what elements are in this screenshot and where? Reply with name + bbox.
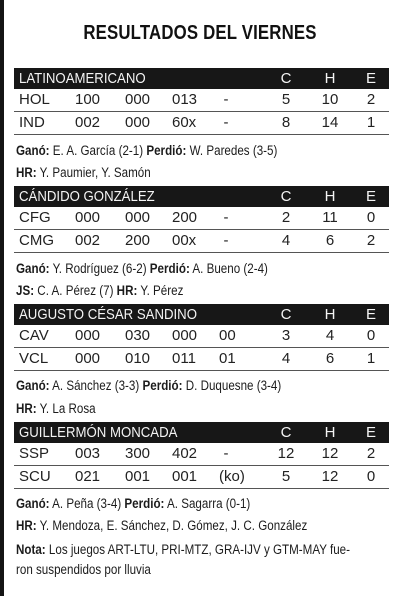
- innings-1-3: 000: [75, 350, 101, 367]
- game-section-candido-gonzalez: [14, 186, 389, 253]
- runs-value: 8: [281, 114, 291, 131]
- innings-7-9: 00x: [172, 232, 197, 249]
- header-errors: E: [365, 70, 376, 87]
- note-key: Perdió:: [146, 143, 187, 158]
- note-key: Perdió:: [149, 261, 190, 276]
- innings-7-9: 60x: [172, 114, 197, 131]
- note-key: HR:: [16, 401, 37, 416]
- runs-value: 3: [281, 327, 291, 344]
- suspended-games-note: [16, 540, 386, 580]
- note-key: JS:: [16, 283, 35, 298]
- score-row: [14, 466, 389, 489]
- runs-value: 4: [281, 350, 291, 367]
- innings-7-9: 013: [172, 91, 198, 108]
- section-header: [14, 304, 389, 325]
- hits-value: 14: [321, 114, 339, 131]
- note-value: Y. La Rosa: [39, 401, 96, 416]
- innings-7-9: 200: [172, 209, 198, 226]
- note-value: A. Sánchez (3-3): [52, 378, 140, 393]
- note-value: W. Paredes (3-5): [189, 143, 278, 158]
- innings-1-3: 100: [75, 91, 101, 108]
- header-hits: H: [324, 424, 336, 441]
- score-row: [14, 89, 389, 112]
- innings-4-6: 000: [125, 209, 151, 226]
- note-key: Ganó:: [16, 378, 50, 393]
- header-hits: H: [324, 188, 336, 205]
- venue-name: CÁNDIDO GONZÁLEZ: [19, 188, 155, 205]
- extra-innings: -: [223, 91, 229, 108]
- team-code: CMG: [19, 232, 54, 249]
- extra-innings: -: [223, 114, 229, 131]
- innings-4-6: 200: [125, 232, 151, 249]
- note-key: Ganó:: [16, 496, 50, 511]
- note-key: HR:: [16, 518, 37, 533]
- homeruns-note: [16, 401, 96, 416]
- header-hits: H: [324, 306, 336, 323]
- header-errors: E: [365, 424, 376, 441]
- errors-value: 2: [366, 445, 376, 462]
- homeruns-note: [16, 165, 151, 180]
- header-errors: E: [365, 188, 376, 205]
- team-code: SSP: [19, 445, 50, 462]
- errors-value: 2: [366, 232, 376, 249]
- note-key: HR:: [116, 283, 138, 298]
- header-errors: E: [365, 306, 376, 323]
- section-header: [14, 68, 389, 89]
- note-value: E. A. García (2-1): [52, 143, 144, 158]
- note-label: Nota:: [16, 542, 46, 557]
- note-key: Ganó:: [16, 143, 50, 158]
- innings-4-6: 001: [125, 468, 151, 485]
- hits-value: 6: [325, 232, 335, 249]
- game-section-augusto-cesar-sandino: [14, 304, 389, 371]
- note-key: Ganó:: [16, 261, 50, 276]
- pitchers-note: [16, 143, 277, 158]
- score-row: [14, 230, 389, 253]
- extra-innings: (ko): [219, 468, 245, 485]
- hits-value: 12: [321, 468, 339, 485]
- errors-value: 0: [366, 327, 376, 344]
- note-value: C. A. Pérez (7): [37, 283, 114, 298]
- innings-7-9: 001: [172, 468, 198, 485]
- extra-innings: -: [223, 232, 229, 249]
- score-row: [14, 112, 389, 135]
- saves-homeruns-note: [16, 283, 183, 298]
- header-runs: C: [280, 70, 292, 87]
- note-value: Y. Pérez: [140, 283, 184, 298]
- errors-value: 0: [366, 209, 376, 226]
- innings-1-3: 003: [75, 445, 101, 462]
- venue-name: AUGUSTO CÉSAR SANDINO: [19, 306, 197, 323]
- note-value: A. Peña (3-4): [52, 496, 122, 511]
- runs-value: 5: [281, 468, 291, 485]
- innings-7-9: 011: [172, 350, 196, 367]
- page-title: RESULTADOS DEL VIERNES: [83, 22, 317, 44]
- team-code: HOL: [19, 91, 50, 108]
- section-header: [14, 422, 389, 443]
- hits-value: 6: [325, 350, 335, 367]
- runs-value: 5: [281, 91, 291, 108]
- innings-1-3: 002: [75, 232, 101, 249]
- extra-innings: 01: [219, 350, 236, 367]
- note-key: HR:: [16, 165, 37, 180]
- hits-value: 4: [325, 327, 335, 344]
- note-key: Perdió:: [124, 496, 165, 511]
- homeruns-note: [16, 518, 307, 533]
- game-section-latinoamericano: [14, 68, 389, 135]
- header-hits: H: [324, 70, 336, 87]
- header-runs: C: [280, 424, 292, 441]
- note-value: D. Duquesne (3-4): [185, 378, 282, 393]
- header-runs: C: [280, 188, 292, 205]
- header-runs: C: [280, 306, 292, 323]
- score-row: [14, 348, 389, 371]
- hits-value: 10: [321, 91, 339, 108]
- section-header: [14, 186, 389, 207]
- innings-1-3: 000: [75, 209, 101, 226]
- innings-7-9: 402: [172, 445, 198, 462]
- team-code: CAV: [19, 327, 49, 344]
- innings-4-6: 030: [125, 327, 151, 344]
- note-value: A. Bueno (2-4): [192, 261, 268, 276]
- errors-value: 1: [366, 114, 376, 131]
- team-code: IND: [19, 114, 45, 131]
- note-value: Y. Paumier, Y. Samón: [39, 165, 151, 180]
- extra-innings: -: [223, 209, 229, 226]
- note-key: Perdió:: [142, 378, 183, 393]
- score-row: [14, 207, 389, 230]
- innings-4-6: 010: [125, 350, 151, 367]
- pitchers-note: [16, 261, 268, 276]
- score-row: [14, 325, 389, 348]
- extra-innings: 00: [219, 327, 236, 344]
- innings-1-3: 002: [75, 114, 101, 131]
- left-border-rule: [0, 0, 4, 596]
- note-value: Y. Mendoza, E. Sánchez, D. Gómez, J. C. González: [39, 518, 308, 533]
- team-code: SCU: [19, 468, 51, 485]
- innings-7-9: 000: [172, 327, 198, 344]
- errors-value: 2: [366, 91, 376, 108]
- runs-value: 2: [281, 209, 291, 226]
- runs-value: 4: [281, 232, 291, 249]
- runs-value: 12: [277, 445, 295, 462]
- innings-4-6: 000: [125, 91, 151, 108]
- innings-4-6: 300: [125, 445, 151, 462]
- pitchers-note: [16, 378, 281, 393]
- note-line-1: Los juegos ART-LTU, PRI-MTZ, GRA-IJV y GTM-MAY fue-: [48, 542, 350, 557]
- extra-innings: -: [223, 445, 229, 462]
- innings-4-6: 000: [125, 114, 151, 131]
- score-row: [14, 443, 389, 466]
- venue-name: GUILLERMÓN MONCADA: [19, 424, 178, 441]
- game-section-guillermon-moncada: [14, 422, 389, 489]
- innings-1-3: 000: [75, 327, 101, 344]
- innings-1-3: 021: [75, 468, 101, 485]
- errors-value: 1: [366, 350, 376, 367]
- team-code: VCL: [19, 350, 49, 367]
- venue-name: LATINOAMERICANO: [19, 70, 146, 87]
- hits-value: 12: [321, 445, 339, 462]
- note-value: Y. Rodríguez (6-2): [52, 261, 147, 276]
- note-value: A. Sagarra (0-1): [167, 496, 251, 511]
- errors-value: 0: [366, 468, 376, 485]
- hits-value: 11: [322, 209, 338, 226]
- team-code: CFG: [19, 209, 51, 226]
- pitchers-note: [16, 496, 250, 511]
- note-line-2: ron suspendidos por lluvia: [16, 562, 151, 577]
